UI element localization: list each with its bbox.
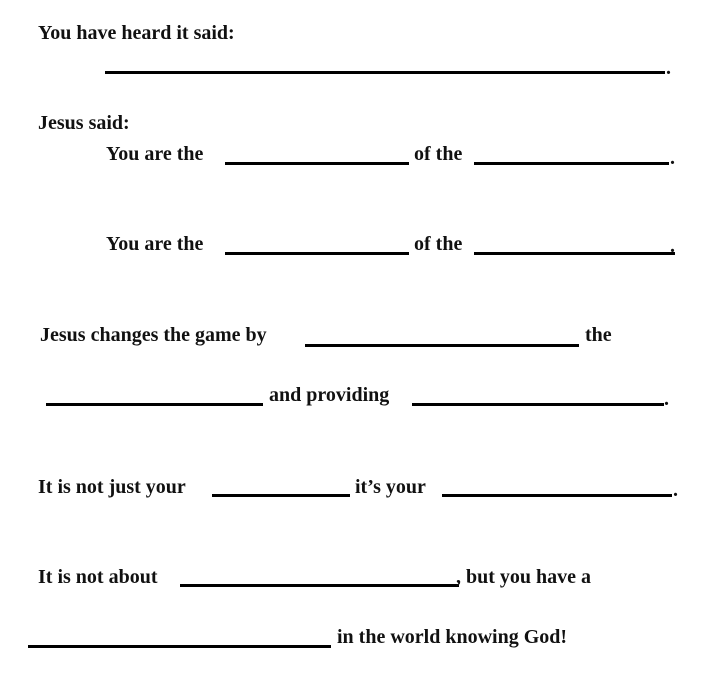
of-the-blank-2[interactable] (474, 252, 675, 255)
of-the-blank-1[interactable] (474, 162, 669, 165)
game-period: . (664, 388, 669, 410)
line1-period: . (670, 147, 675, 169)
game-prefix-text: Jesus changes the game by (40, 324, 267, 346)
knowing-god-text: in the world knowing God! (337, 626, 568, 648)
of-the-text: of the (414, 143, 463, 165)
not-about-prefix-text: It is not about (38, 566, 158, 588)
not-about-blank-1[interactable] (180, 584, 459, 587)
not-just-blank-2[interactable] (442, 494, 672, 497)
heard-period: . (666, 57, 671, 79)
jesus-said-label: Jesus said: (38, 112, 130, 134)
and-providing-text: and providing (269, 384, 390, 406)
you-are-the-text: You are the (106, 143, 204, 165)
game-the-text: the (585, 324, 612, 346)
you-are-the-text: You are the (106, 233, 204, 255)
not-about-blank-2[interactable] (28, 645, 331, 648)
game-blank-1[interactable] (305, 344, 579, 347)
its-your-text: it’s your (355, 476, 426, 498)
line2-period: . (670, 235, 675, 257)
you-are-the-blank-1[interactable] (225, 162, 409, 165)
game-blank-2[interactable] (46, 403, 263, 406)
you-are-the-blank-2[interactable] (225, 252, 409, 255)
game-blank-3[interactable] (412, 403, 664, 406)
heard-label: You have heard it said: (38, 22, 235, 44)
heard-blank[interactable] (105, 71, 665, 74)
you-have-a-text: , but you have a (456, 566, 592, 588)
not-just-period: . (673, 479, 678, 501)
of-the-text: of the (414, 233, 463, 255)
not-just-blank-1[interactable] (212, 494, 350, 497)
not-just-prefix-text: It is not just your (38, 476, 186, 498)
